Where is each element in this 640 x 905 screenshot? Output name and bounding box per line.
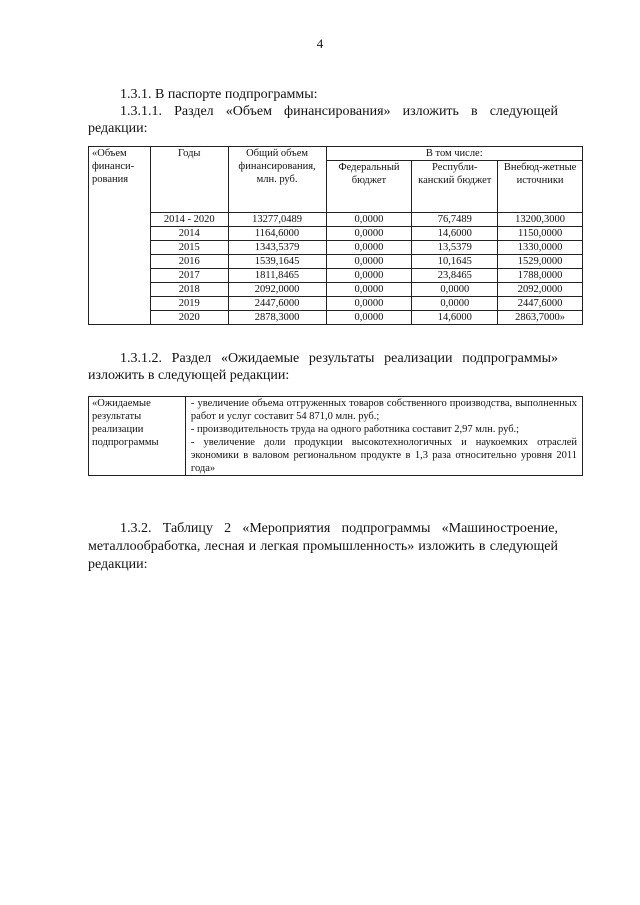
row-total: 1164,6000 bbox=[228, 227, 326, 241]
header-federal: Федеральный бюджет bbox=[326, 161, 412, 213]
result-item: - увеличение доли продукции высокотехнологичных и наукоемких отраслей экономики в валовом региональном продукте в 1,3 раза относительно уровня 2011 года» bbox=[190, 437, 577, 474]
header-republic: Республи-канский бюджет bbox=[412, 161, 498, 213]
row-republic: 76,7489 bbox=[412, 213, 498, 227]
header-offbudget: Внебюд-жетные источники bbox=[498, 161, 583, 213]
header-including: В том числе: bbox=[326, 147, 583, 161]
row-federal: 0,0000 bbox=[326, 283, 412, 297]
row-federal: 0,0000 bbox=[326, 227, 412, 241]
row-offbudget: 2447,6000 bbox=[498, 297, 583, 311]
row-federal: 0,0000 bbox=[326, 241, 412, 255]
row-total: 1811,8465 bbox=[228, 269, 326, 283]
row-total: 1343,5379 bbox=[228, 241, 326, 255]
row-republic: 13,5379 bbox=[412, 241, 498, 255]
section-1-3-1: 1.3.1. В паспорте подпрограммы: bbox=[120, 87, 318, 102]
row-republic: 14,6000 bbox=[412, 227, 498, 241]
results-label: «Ожидаемые результаты реализации подпрограммы bbox=[89, 397, 186, 476]
financing-table bbox=[88, 146, 583, 325]
table-row bbox=[89, 255, 583, 269]
row-republic: 0,0000 bbox=[412, 297, 498, 311]
row-year: 2019 bbox=[150, 297, 228, 311]
row-year: 2017 bbox=[150, 269, 228, 283]
row-year: 2018 bbox=[150, 283, 228, 297]
row-total: 2447,6000 bbox=[228, 297, 326, 311]
table-row bbox=[89, 241, 583, 255]
row-year: 2014 bbox=[150, 227, 228, 241]
header-total: Общий объем финансирования, млн. руб. bbox=[228, 147, 326, 213]
row-offbudget: 13200,3000 bbox=[498, 213, 583, 227]
row-republic: 23,8465 bbox=[412, 269, 498, 283]
table-row bbox=[89, 283, 583, 297]
row-republic: 0,0000 bbox=[412, 283, 498, 297]
table-row bbox=[89, 297, 583, 311]
table-row bbox=[89, 213, 583, 227]
row-offbudget: 1330,0000 bbox=[498, 241, 583, 255]
section-1-3-1-1: 1.3.1.1. Раздел «Объем финансирования» изложить в следующей редакции: bbox=[88, 104, 558, 136]
page-number: 4 bbox=[316, 36, 324, 51]
header-years: Годы bbox=[150, 147, 228, 213]
row-federal: 0,0000 bbox=[326, 255, 412, 269]
row-offbudget: 1150,0000 bbox=[498, 227, 583, 241]
row-total: 1539,1645 bbox=[228, 255, 326, 269]
financing-label: «Объем финанси-рования bbox=[89, 147, 151, 325]
results-items bbox=[185, 397, 582, 476]
row-offbudget: 1529,0000 bbox=[498, 255, 583, 269]
row-total: 13277,0489 bbox=[228, 213, 326, 227]
row-year: 2015 bbox=[150, 241, 228, 255]
row-year: 2016 bbox=[150, 255, 228, 269]
result-item: - увеличение объема отгруженных товаров собственного производства, выполненных работ и услуг составит 54 871,0 млн. руб.; bbox=[190, 398, 577, 422]
row-year: 2020 bbox=[150, 311, 228, 325]
result-item: - производительность труда на одного работника составит 2,97 млн. руб.; bbox=[190, 424, 520, 435]
results-table bbox=[88, 396, 583, 476]
row-total: 2878,3000 bbox=[228, 311, 326, 325]
row-federal: 0,0000 bbox=[326, 297, 412, 311]
row-year: 2014 - 2020 bbox=[150, 213, 228, 227]
row-republic: 14,6000 bbox=[412, 311, 498, 325]
row-offbudget: 1788,0000 bbox=[498, 269, 583, 283]
row-federal: 0,0000 bbox=[326, 269, 412, 283]
row-offbudget: 2092,0000 bbox=[498, 283, 583, 297]
table-row bbox=[89, 311, 583, 325]
table-row bbox=[89, 227, 583, 241]
section-1-3-1-2: 1.3.1.2. Раздел «Ожидаемые результаты реализации подпрограммы» изложить в следующей редакции: bbox=[88, 351, 558, 383]
table-row bbox=[89, 269, 583, 283]
row-offbudget: 2863,7000» bbox=[498, 311, 583, 325]
row-total: 2092,0000 bbox=[228, 283, 326, 297]
row-federal: 0,0000 bbox=[326, 213, 412, 227]
section-1-3-2: 1.3.2. Таблицу 2 «Мероприятия подпрограммы «Машиностроение, металлообработка, лесная и легкая промышленность» изложить в следующей редакции: bbox=[88, 521, 558, 572]
row-republic: 10,1645 bbox=[412, 255, 498, 269]
row-federal: 0,0000 bbox=[326, 311, 412, 325]
